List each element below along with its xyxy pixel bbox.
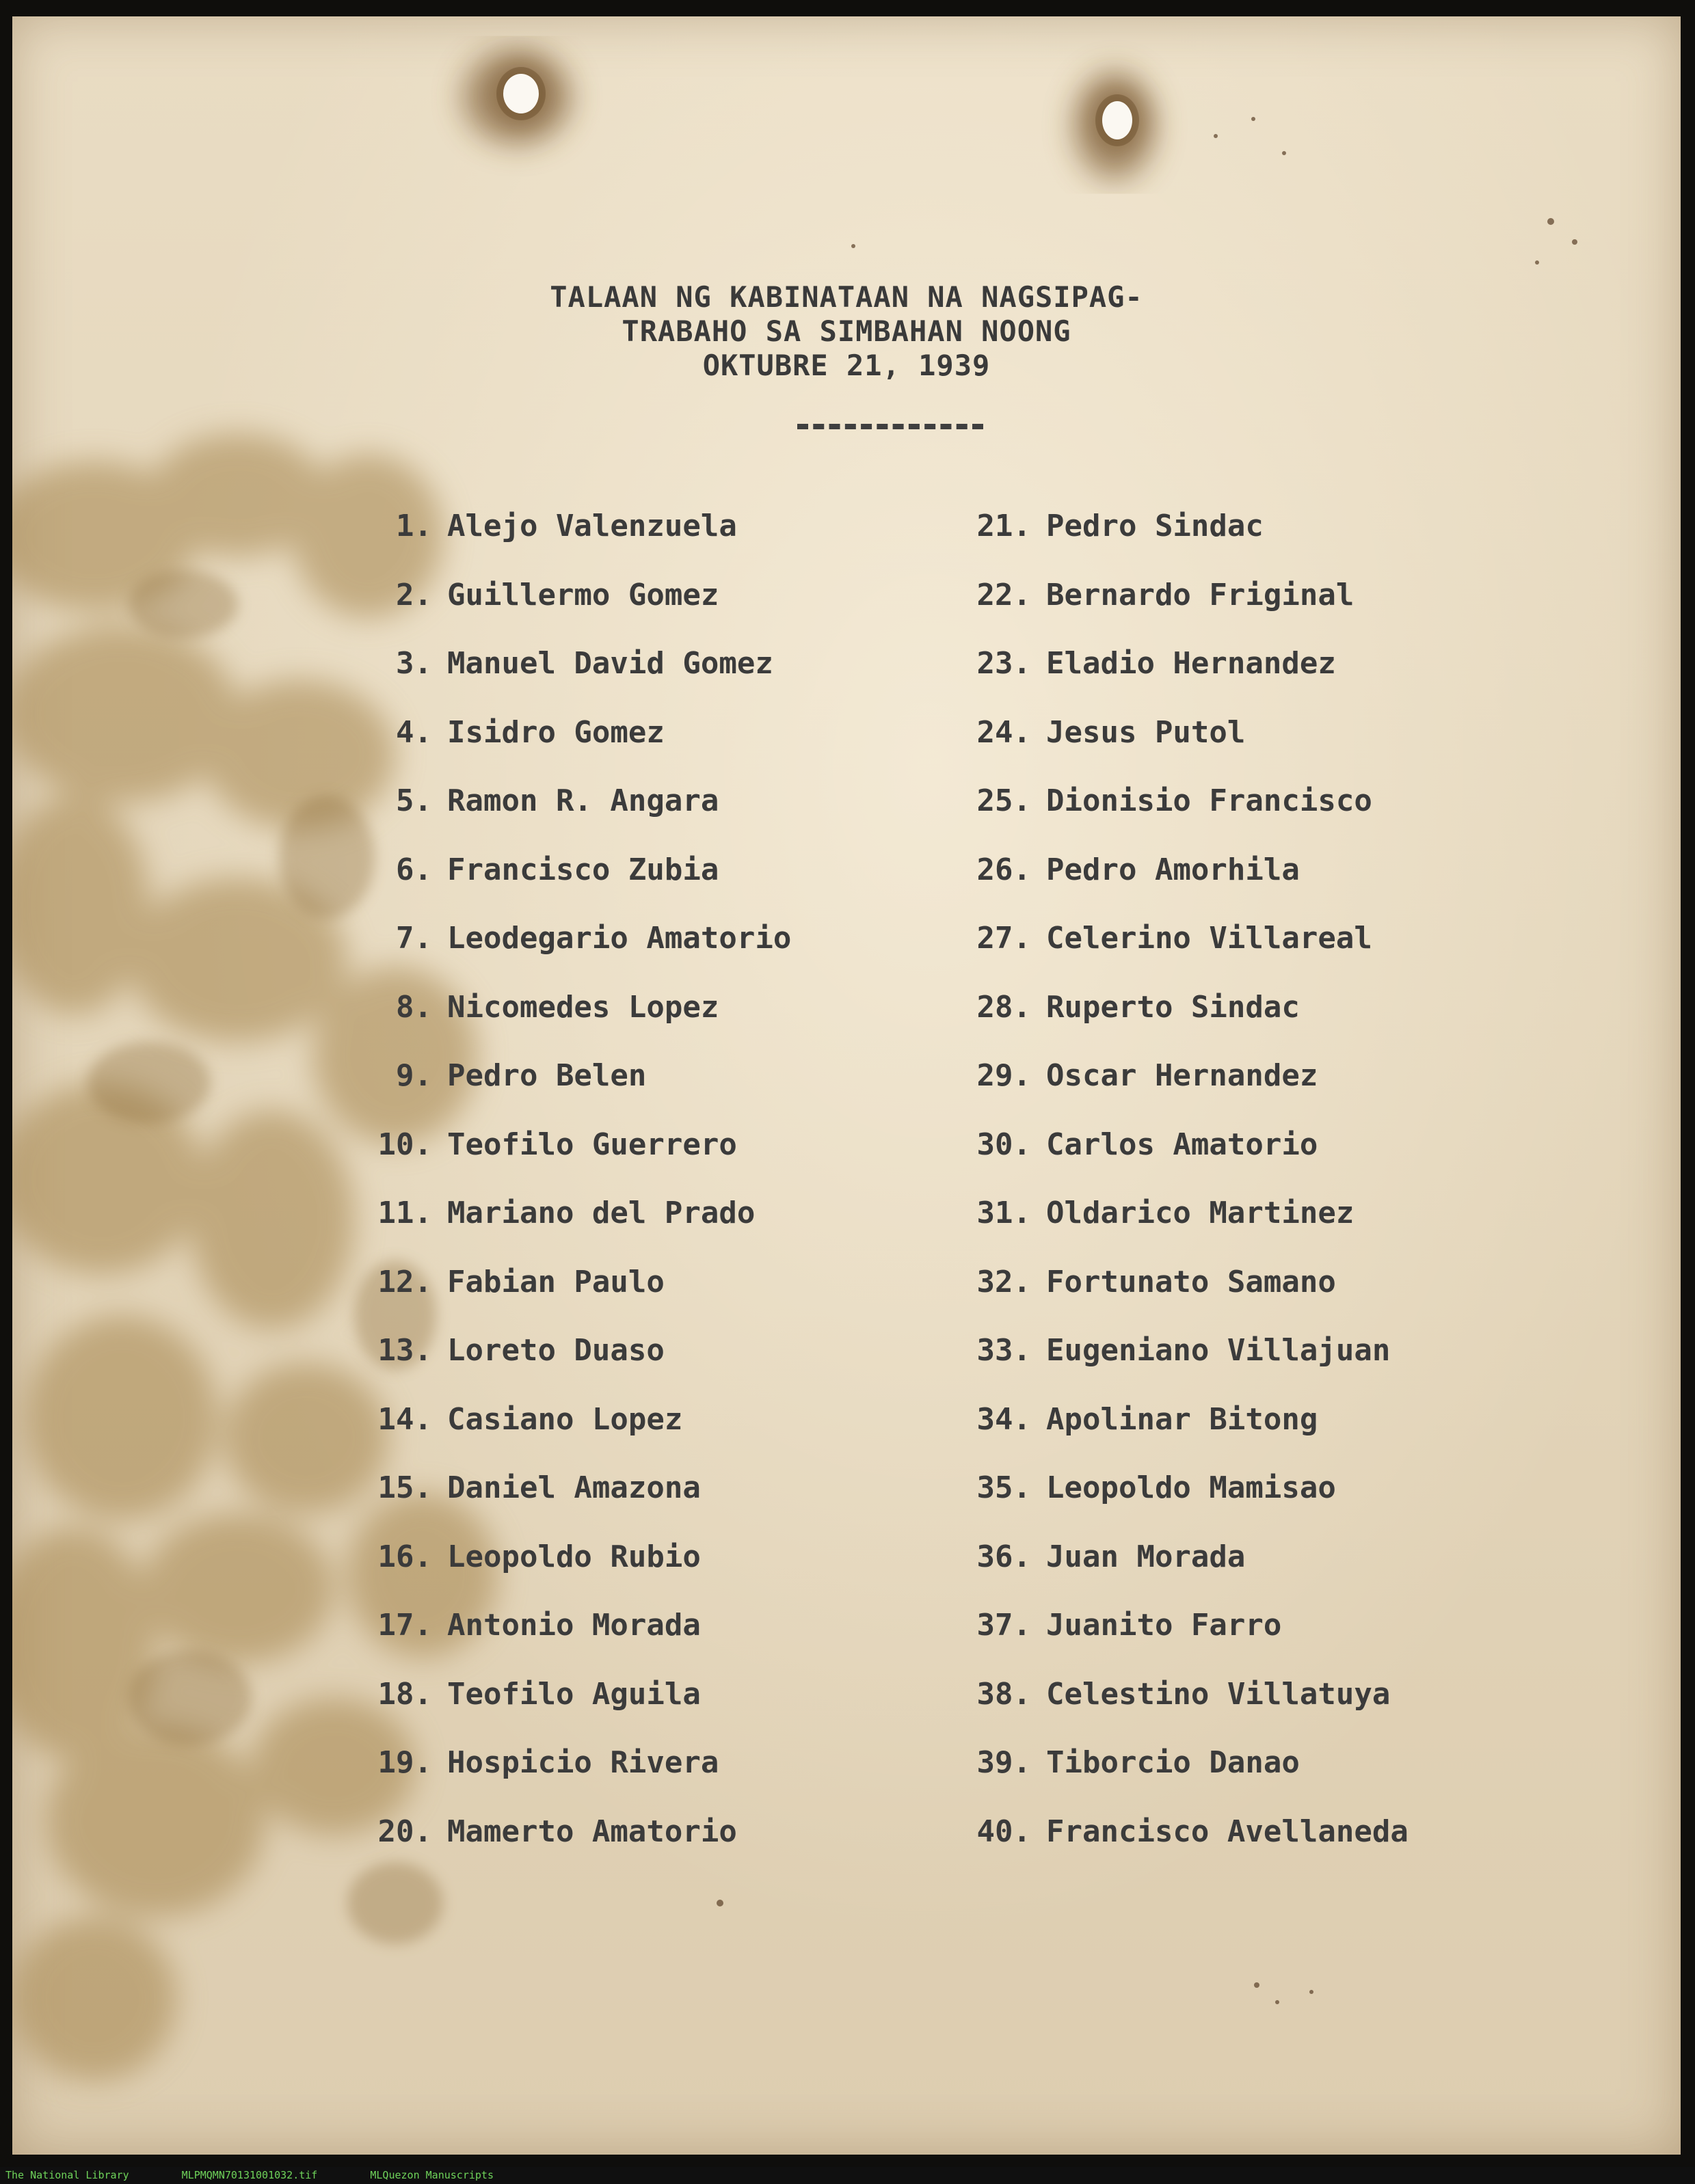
list-item — [361, 1127, 737, 1162]
list-item — [965, 990, 1300, 1025]
list-item — [361, 990, 719, 1025]
list-item-name: Loreto Duaso — [447, 1333, 665, 1368]
list-item-name: Isidro Gomez — [447, 714, 665, 750]
list-item-number: 10. — [377, 1127, 432, 1162]
list-item-name: Antonio Morada — [447, 1608, 701, 1643]
punch-hole-left — [503, 74, 539, 113]
list-item-name: Fortunato Samano — [1046, 1264, 1336, 1299]
list-item-number: 35. — [976, 1470, 1031, 1505]
list-item-name: Daniel Amazona — [447, 1470, 701, 1505]
list-item-number: 8. — [396, 989, 432, 1025]
list-item-name: Casiano Lopez — [447, 1401, 683, 1437]
list-item — [965, 578, 1354, 612]
list-item-name: Juanito Farro — [1046, 1608, 1282, 1643]
list-item — [361, 1196, 755, 1230]
list-item-name: Leodegario Amatorio — [447, 921, 792, 956]
title-line-3: OKTUBRE 21, 1939 — [702, 349, 991, 382]
list-item-name: Fabian Paulo — [447, 1264, 665, 1299]
list-item-number: 39. — [976, 1745, 1031, 1780]
list-item — [361, 1608, 701, 1643]
list-item-name: Nicomedes Lopez — [447, 989, 719, 1025]
list-item-number: 6. — [396, 852, 432, 887]
list-item-number: 3. — [396, 646, 432, 681]
list-item — [361, 783, 719, 818]
list-item — [361, 1058, 646, 1093]
list-item-name: Ramon R. Angara — [447, 783, 719, 818]
list-item — [965, 1745, 1300, 1780]
list-item-number: 4. — [396, 714, 432, 750]
footer-library: The National Library — [5, 2169, 129, 2181]
list-item-name: Celestino Villatuya — [1046, 1676, 1391, 1712]
list-item-name: Teofilo Aguila — [447, 1676, 701, 1712]
list-item-number: 11. — [377, 1196, 432, 1230]
list-item — [965, 1539, 1245, 1574]
footer-file: MLPMQMN70131001032.tif — [181, 2169, 318, 2181]
list-item-number: 22. — [976, 577, 1031, 612]
list-item-number: 14. — [377, 1401, 432, 1437]
list-item — [965, 1677, 1390, 1712]
list-item-name: Celerino Villareal — [1046, 921, 1372, 956]
list-item — [965, 1814, 1409, 1849]
list-item — [965, 783, 1372, 818]
footer-collection: MLQuezon Manuscripts — [370, 2169, 494, 2181]
list-item-number: 18. — [377, 1676, 432, 1712]
list-item-name: Pedro Sindac — [1046, 509, 1264, 543]
list-item — [965, 1333, 1390, 1368]
list-item-name: Guillermo Gomez — [447, 577, 719, 612]
list-item-number: 19. — [377, 1745, 432, 1780]
list-item — [361, 715, 665, 750]
list-item-number: 37. — [976, 1608, 1031, 1643]
list-item-name: Dionisio Francisco — [1046, 783, 1372, 818]
list-item — [965, 1470, 1336, 1505]
paper-sheet — [12, 16, 1681, 2155]
list-item — [361, 1745, 719, 1780]
list-item-number: 5. — [396, 783, 432, 818]
list-item-number: 25. — [976, 783, 1031, 818]
list-item — [361, 578, 719, 612]
list-item-name: Tiborcio Danao — [1046, 1745, 1300, 1780]
list-item-number: 13. — [377, 1333, 432, 1368]
list-item-name: Eladio Hernandez — [1046, 646, 1336, 681]
list-item — [965, 1058, 1318, 1093]
list-item-number: 21. — [976, 509, 1031, 543]
list-item — [361, 646, 773, 681]
list-item-name: Hospicio Rivera — [447, 1745, 719, 1780]
list-item — [361, 509, 737, 543]
list-item-number: 12. — [377, 1264, 432, 1299]
title-divider — [797, 424, 983, 429]
list-item — [361, 1814, 737, 1849]
list-item — [361, 1677, 701, 1712]
list-item — [965, 715, 1245, 750]
list-item — [965, 1608, 1281, 1643]
list-item-number: 31. — [976, 1196, 1031, 1230]
title-line-1: TALAAN NG KABINATAAN NA NAGSIPAG- — [550, 280, 1143, 314]
list-item-number: 7. — [396, 921, 432, 956]
list-item-number: 32. — [976, 1264, 1031, 1299]
list-item-number: 27. — [976, 921, 1031, 956]
list-item-number: 28. — [976, 989, 1031, 1025]
list-item — [361, 1402, 682, 1437]
list-item-number: 26. — [976, 852, 1031, 887]
list-item-name: Oldarico Martinez — [1046, 1196, 1354, 1230]
list-item-name: Bernardo Friginal — [1046, 577, 1354, 612]
list-item-name: Mamerto Amatorio — [447, 1814, 737, 1849]
list-item-name: Alejo Valenzuela — [447, 509, 737, 543]
list-item — [965, 646, 1336, 681]
list-item-name: Leopoldo Rubio — [447, 1539, 701, 1574]
list-item-name: Teofilo Guerrero — [447, 1127, 737, 1162]
list-item — [361, 1470, 701, 1505]
list-item-number: 38. — [976, 1676, 1031, 1712]
list-item-number: 9. — [396, 1058, 432, 1093]
list-item — [361, 852, 719, 887]
list-item-name: Leopoldo Mamisao — [1046, 1470, 1336, 1505]
list-item-name: Apolinar Bitong — [1046, 1401, 1318, 1437]
scan-footer — [0, 2167, 1695, 2184]
list-item-name: Eugeniano Villajuan — [1046, 1333, 1391, 1368]
list-item — [965, 1402, 1318, 1437]
list-item-number: 34. — [976, 1401, 1031, 1437]
list-item — [965, 509, 1264, 543]
list-item — [965, 1265, 1336, 1299]
list-item-number: 2. — [396, 577, 432, 612]
list-item — [361, 921, 791, 956]
list-item-name: Oscar Hernandez — [1046, 1058, 1318, 1093]
list-item — [965, 1127, 1318, 1162]
list-item-name: Francisco Zubia — [447, 852, 719, 887]
list-item-number: 15. — [377, 1470, 432, 1505]
list-item-number: 30. — [976, 1127, 1031, 1162]
list-item — [361, 1265, 665, 1299]
list-item-number: 29. — [976, 1058, 1031, 1093]
list-item-name: Ruperto Sindac — [1046, 989, 1300, 1025]
list-item-number: 24. — [976, 714, 1031, 750]
list-item — [965, 1196, 1354, 1230]
list-item-name: Carlos Amatorio — [1046, 1127, 1318, 1162]
list-item-name: Jesus Putol — [1046, 714, 1246, 750]
list-item-name: Juan Morada — [1046, 1539, 1246, 1574]
punch-hole-right — [1102, 101, 1132, 139]
title-line-2: TRABAHO SA SIMBAHAN NOONG — [622, 314, 1071, 348]
list-item-number: 33. — [976, 1333, 1031, 1368]
list-item-name: Manuel David Gomez — [447, 646, 773, 681]
list-item-name: Mariano del Prado — [447, 1196, 756, 1230]
list-item — [361, 1539, 701, 1574]
list-item-name: Pedro Belen — [447, 1058, 647, 1093]
list-item-number: 20. — [377, 1814, 432, 1849]
list-item — [965, 921, 1372, 956]
list-item-number: 17. — [377, 1608, 432, 1643]
list-item — [965, 852, 1300, 887]
list-item-name: Francisco Avellaneda — [1046, 1814, 1409, 1849]
list-item-number: 1. — [396, 509, 432, 543]
list-item-number: 36. — [976, 1539, 1031, 1574]
list-item-number: 40. — [976, 1814, 1031, 1849]
list-item-number: 23. — [976, 646, 1031, 681]
list-item-number: 16. — [377, 1539, 432, 1574]
list-item-name: Pedro Amorhila — [1046, 852, 1300, 887]
list-item — [361, 1333, 665, 1368]
